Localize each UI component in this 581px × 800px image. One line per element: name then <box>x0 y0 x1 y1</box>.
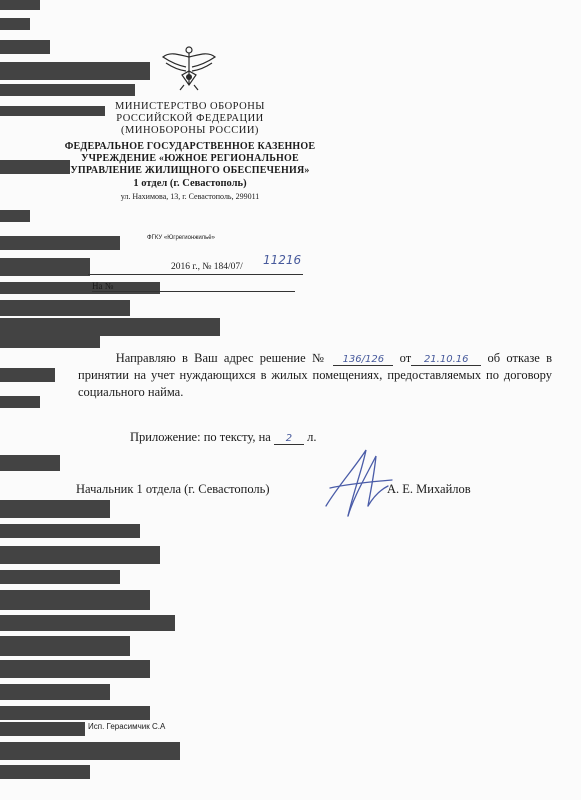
institution-line: УПРАВЛЕНИЕ ЖИЛИЩНОГО ОБЕСПЕЧЕНИЯ» <box>70 165 310 176</box>
redaction-bar <box>0 524 140 538</box>
redaction-bar <box>0 742 180 760</box>
decision-number: 136/126 <box>333 354 393 366</box>
eagle-emblem-icon <box>160 45 218 91</box>
ministry-line: (МИНОБОРОНЫ РОССИИ) <box>121 125 259 136</box>
registration-line <box>88 253 303 275</box>
redaction-bar <box>0 590 150 610</box>
redaction-bar <box>0 300 130 316</box>
ministry-line: МИНИСТЕРСТВО ОБОРОНЫ <box>115 101 265 112</box>
body-text-1: Направляю в Ваш адрес решение № <box>115 351 328 365</box>
redaction-bar <box>0 236 120 250</box>
redaction-bar <box>0 684 110 700</box>
registration-stamp: ФГКУ «Югрегионжильё» <box>147 235 215 241</box>
redaction-bar <box>0 570 120 584</box>
handwritten-signature <box>318 446 398 522</box>
redaction-bar <box>0 0 40 10</box>
redaction-bar <box>0 546 160 564</box>
redaction-bar <box>0 258 90 276</box>
body-text-3: об отказе в принятии на учет нуждающихся в жилых помещениях, предоставляемых по договору социального найма. <box>78 351 553 399</box>
redaction-bar <box>0 765 90 779</box>
redaction-bar <box>0 706 150 720</box>
redaction-bar <box>0 722 85 736</box>
reply-to-line <box>92 281 295 292</box>
redaction-bar <box>0 318 220 336</box>
redaction-bar <box>0 615 175 631</box>
executor-note: Исп. Герасимчик С.А <box>88 722 166 731</box>
institution-line: ФЕДЕРАЛЬНОЕ ГОСУДАРСТВЕННОЕ КАЗЕННОЕ <box>64 141 316 152</box>
decision-date: 21.10.16 <box>411 354 481 366</box>
registration-date: 2016 г., № 184/07/ <box>171 262 243 272</box>
department-address: ул. Нахимова, 13, г. Севастополь, 299011 <box>120 192 260 201</box>
redaction-bar <box>0 368 55 382</box>
ministry-name <box>60 101 320 137</box>
body-text-2: от <box>399 351 412 365</box>
redaction-bar <box>0 660 150 678</box>
reply-to-label: На № <box>92 281 114 291</box>
attachment-count: 2 <box>274 433 304 445</box>
institution-name <box>60 141 320 177</box>
redaction-bar <box>0 636 130 656</box>
institution-line: УЧРЕЖДЕНИЕ «ЮЖНОЕ РЕГИОНАЛЬНОЕ <box>81 153 299 164</box>
attachment-line <box>130 430 316 445</box>
signatory-name: А. Е. Михайлов <box>387 482 471 496</box>
redaction-bar <box>0 40 50 54</box>
signatory-position: Начальник 1 отдела (г. Севастополь) <box>76 482 270 496</box>
redaction-bar <box>0 62 150 80</box>
redaction-bar <box>0 396 40 408</box>
redaction-bar <box>0 84 135 96</box>
redaction-bar <box>0 210 30 222</box>
redaction-bar <box>0 336 100 348</box>
ministry-line: РОССИЙСКОЙ ФЕДЕРАЦИИ <box>116 113 264 124</box>
registration-number: 11216 <box>263 253 302 267</box>
attachment-label: Приложение: по тексту, на <box>130 430 271 444</box>
department-name: 1 отдел (г. Севастополь) <box>133 178 247 189</box>
attachment-unit: л. <box>307 430 317 444</box>
letter-body <box>78 350 552 401</box>
redaction-bar <box>0 18 30 30</box>
redaction-bar <box>0 455 60 471</box>
redaction-bar <box>0 500 110 518</box>
